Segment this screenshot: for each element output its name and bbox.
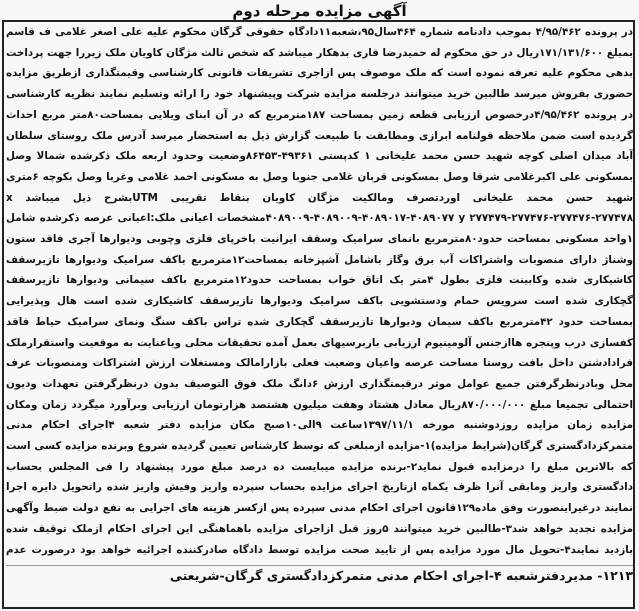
notice-body: در پرونده ۴/۹۵/۴۶۲ بموجب دادنامه شماره ۴۶۴سال۹۵،شعبه۱۱دادگاه حقوقی گرگان محکوم علیه علی اصغر غلامی ف قاسم بمبلغ ۱۷۱/۱۳۱/۶۰۰ریال در حق محکوم له حمیدرضا قاری بدهکار میباشد که شخص ثالث مژگان کاویان ملک زیررا جهت پرداخت بدهی محکوم علیه تعرفه نموده است که ملک موصوف پس ازاجری تشریفات قانونی کارشناسی وقیمتگذاری ازطریق مزایده حضوری بفروش میرسد طالبین خرید میتوانند درجلسه مزایده شرکت وپیشنهاد خود را ارائه وتسلیم نمایند نظریه کارشناسی در پرونده ۴/۹۵/۴۶۲درخصوص ارزیابی قطعه زمین بمساحت ۱۸۷مترمربع که در آن ابنای ویلایی بمساحت۸۰متر مربع احداث گردیده است ضمن ملاحظه قولنامه ابرازی ومطابقت با طبیعت گزارش ذیل به استحضار میرسد آدرس ملک روستای سلطان آباد میدان اصلی کوچه شهید حسن محمد علیخانی ۱ کدپستی ۴۹۳۶۱-۸۶۴۵۳وضعیت وحدود اربعه ملک ذکرشده شمالا وصل بمسکونی علی اکبرغلامی شرقا وصل بمسکونی قربان غلامی جنوبا وصل به مسکونی احمد غلامی وغربا وصل بکوچه ۶متری شهید حسن محمد علیخانی اوردتصرف ومالکیت مژگان کاویان بنقاط تقریبی UTMبشرح ذیل میباشد x ۴۰۸۹۰۰۹-۴۰۸۹۰۰۹-۴۰۸۹۰۱۷-۴۰۸۹۰۷۷ y ۲۷۷۴۷۹-۲۷۷۴۷۶-۲۷۷۴۷۶-۲۷۷۴۷۸مشخصات اعیانی ملک:اعیانی عرصه ذکرشده شامل ۱واحد مسکونی بمساحت حدود۸۰مترمربع بانمای سرامیک وسقف ایرانیت باخرپای فلزی وچوبی ودیوارها آجری فاقد ستون وشناژ دارای منصوبات واشتراکات آب برق وگاز باشامل آشپزخانه بمساحت۱۲مترمربع باکف سرامیک ودیوارها تازیرسقف کاشیکاری شده وکابینت فلزی بطول ۴متر یک اتاق خواب بمساحت حدود۱۲مترمربع باکف سیمانی ودیوارها تازیرسقف گچکاری شده است سرویس حمام ودستشویی باکف سرامیک ودیوارها تازیرسقف کاشیکاری شده است هال وپذیرایی بمساحت حدود ۴۲مترمربع باکف سیمان ودیوارها تازیرسقف گچکاری شده تراس باکف سنگ ونمای سرامیک حیاط فاقد کفسازی درب وپنجره هاازجنس آلومینیوم ارزیابی باربرسیهای بعمل آمده تحقیقات محلی وباعنایت به موقعیت واستقرارملک فرادادشتن داخل بافت روستا مساحت عرصه واعیان وضعیت فعلی بازارامالک ومستغلات ارزش اشتراکات ومنصوبات عرف محل وبادرنظرگرفتن جمیع عوامل موثر درقیمتگذاری ارزش ۶دانگ ملک فوق التوصیف بدون درنظرگرفتن تعهدات ودیون احتمالی تجمیعا مبلغ ۸۷۰/۰۰۰/۰۰۰ریال معادل هشتاد وهفت میلیون هشتصد هزارتومان ارزیابی وبرآورد میگردد زمان ومکان مزایده زمان مزایده روزدوشنبه مورخه ۱۳۹۷/۱۱/۱ساعت ۹الی۱۰صبح مکان مزایده دفتر شعبه ۴اجرای احکام مدنی متمرکزدادگستری گرگان(شرایط مزایده)۱-مزایده ازمبلغی که توسط کارشناس تعیین گردیده شروع وبرنده مزایده کسی است که بالاترین مبلغ را درمزایده قبول نماید۲-برنده مزایده میبایست ده درصد مبلغ مورد پیشنهاد را فی المجلس بحساب دادگستری واریز ومابقی آنرا ظرف یکماه ازتاریخ اجرای مزایده بحساب سپرده واریز وفیش واریز شده راتحویل دایره اجرا نمایند درغیراینصورت وفق ماده۱۲۹قانون اجرای احکام مدنی سپرده پس ازکسر هزینه های اجرایی به نفع دولت ضبط وآگهی مزایده تجدید خواهد شد۳-طالبین خرید میتوانند ۵روز قبل ازاجرای مزایده باهماهنگی این اجرای احکام ازملک توقیف شده بازدید نمایند۴-تحویل مال مورد مزایده پس از تایید صحت مزایده توسط دادگاه صادرکننده اجرائیه خواهد بود درصورت عدم <box>6 26 633 556</box>
notice-footer <box>6 566 633 606</box>
footer-signature: مدیردفترشعبه ۴-اجرای احکام مدنی متمرکزدادگستری گرگان-شریعتی <box>169 568 593 583</box>
footer-number: ۱۲۱۳- <box>597 568 633 583</box>
notice-title: آگهی مزایده مرحله دوم <box>232 2 407 20</box>
